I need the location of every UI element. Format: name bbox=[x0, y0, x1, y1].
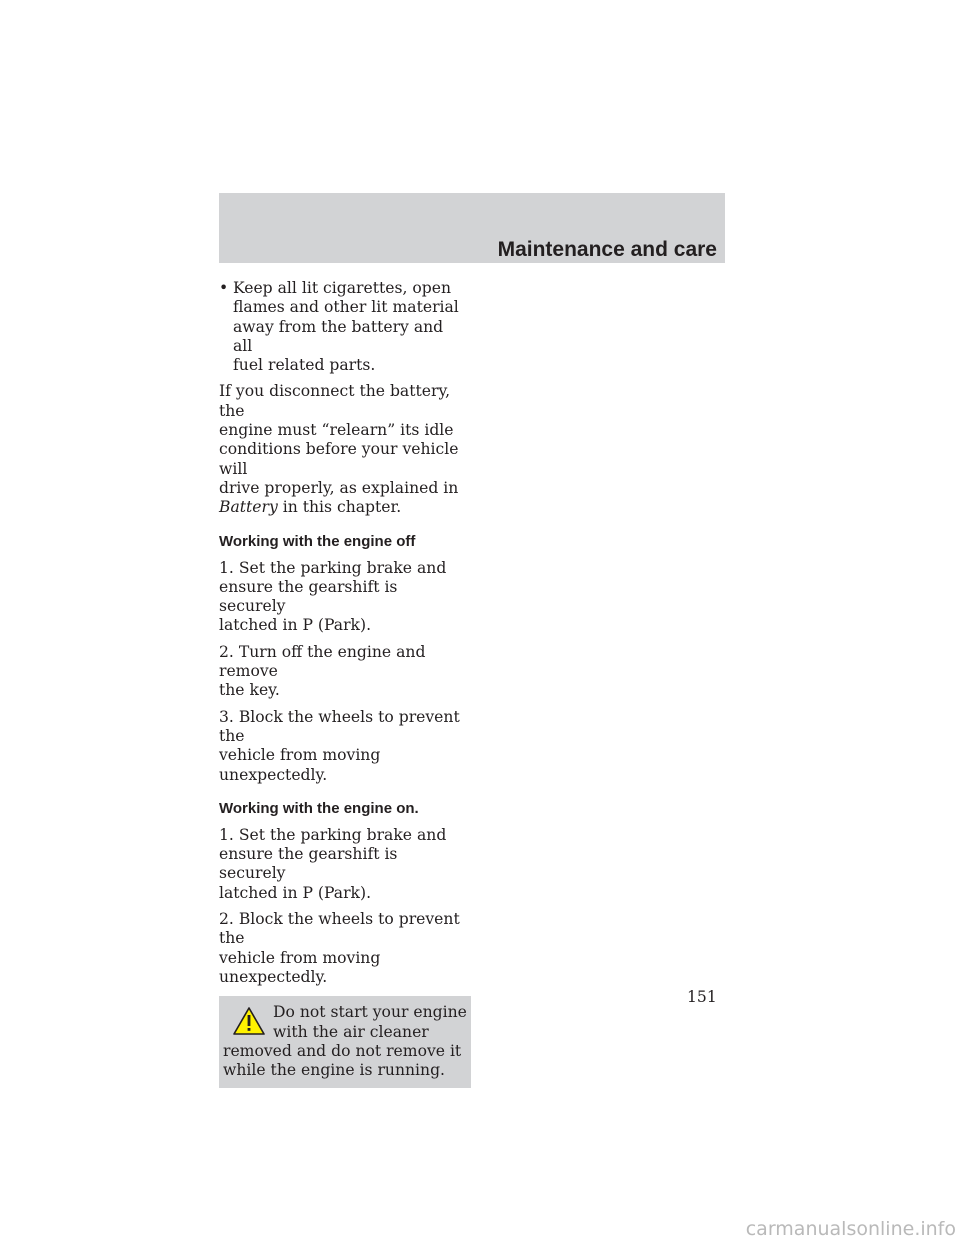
text-line: latched in P (Park). bbox=[219, 616, 372, 635]
bullet-mark: • bbox=[219, 279, 229, 297]
engine-off-step-1 bbox=[219, 559, 467, 636]
heading-engine-on: Working with the engine on. bbox=[219, 799, 419, 817]
text-line: in this chapter. bbox=[277, 498, 402, 517]
warning-text-line: with the air cleaner bbox=[273, 1022, 429, 1041]
warning-box bbox=[219, 996, 471, 1088]
warning-text-line: removed and do not remove it bbox=[223, 1041, 462, 1060]
watermark: carmanualsonline.info bbox=[745, 1218, 956, 1240]
text-line: 2. Turn off the engine and remove bbox=[219, 642, 426, 681]
text-line: latched in P (Park). bbox=[219, 883, 372, 902]
text-line: ensure the gearshift is securely bbox=[219, 577, 398, 616]
text-line: If you disconnect the battery, the bbox=[219, 382, 451, 420]
text-line: engine must “relearn” its idle bbox=[219, 421, 454, 440]
heading-engine-off: Working with the engine off bbox=[219, 532, 416, 550]
battery-reference: Battery bbox=[219, 498, 278, 517]
bullet-text bbox=[233, 279, 467, 375]
text-line: 1. Set the parking brake and bbox=[219, 558, 447, 577]
page-content bbox=[219, 279, 467, 1088]
text-line: drive properly, as explained in bbox=[219, 478, 459, 497]
engine-on-step-1 bbox=[219, 826, 467, 903]
text-line: the key. bbox=[219, 681, 280, 700]
text-line: conditions before your vehicle will bbox=[219, 440, 459, 478]
text-line: 1. Set the parking brake and bbox=[219, 825, 447, 844]
engine-off-step-3 bbox=[219, 708, 467, 785]
text-line: vehicle from moving unexpectedly. bbox=[219, 746, 381, 784]
text-line: ensure the gearshift is securely bbox=[219, 845, 398, 883]
text-line: flames and other lit material bbox=[233, 298, 459, 317]
section-title: Maintenance and care bbox=[497, 238, 717, 261]
text-line: fuel related parts. bbox=[233, 356, 376, 375]
section-header-band bbox=[219, 193, 725, 263]
text-line: vehicle from moving unexpectedly. bbox=[219, 948, 381, 986]
text-line: Keep all lit cigarettes, open bbox=[233, 279, 452, 297]
text-line: 3. Block the wheels to prevent the bbox=[219, 707, 460, 745]
warning-triangle-icon bbox=[233, 1007, 265, 1035]
engine-on-step-2 bbox=[219, 910, 467, 987]
text-line: away from the battery and all bbox=[233, 317, 444, 355]
bullet-item-lit-material bbox=[219, 279, 467, 375]
warning-text-line: Do not start your engine bbox=[273, 1003, 467, 1022]
text-line: 2. Block the wheels to prevent the bbox=[219, 910, 460, 948]
engine-off-step-2 bbox=[219, 643, 467, 701]
battery-relearn-paragraph bbox=[219, 382, 467, 517]
warning-text-line: while the engine is running. bbox=[223, 1061, 446, 1080]
page-number: 151 bbox=[687, 988, 717, 1006]
